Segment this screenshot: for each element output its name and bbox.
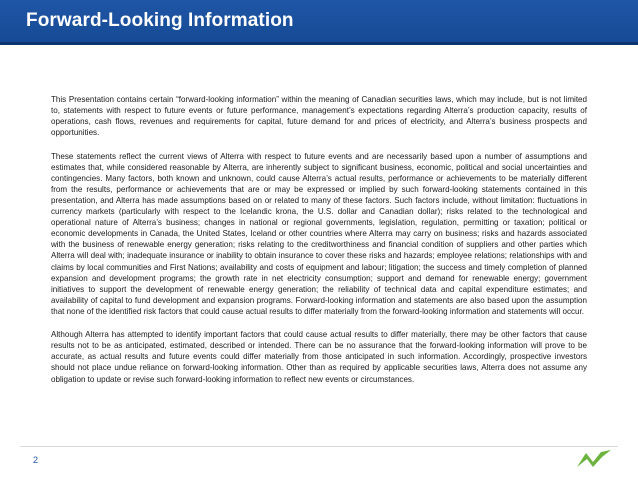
- page-title: Forward-Looking Information: [26, 10, 294, 31]
- paragraph-risk-factors: These statements reflect the current views of Alterra with respect to future events and are necessarily based upon a number of assumptions and estimates that, while considered reasonable by Alterra, are inherently subject to significant business, economic, political and social uncertainties and contingencies. Many factors, both known and unknown, could cause Alterra’s actual results, performance or achievements to be materially different from the results, performance or achievements that are or may be expressed or implied by such forward-looking statements contained in this presentation, and Alterra has made assumptions based on or related to many of these factors. Such factors include, without limitation: fluctuations in currency markets (particularly with respect to the Icelandic krona, the U.S. dollar and Canadian dollar); risks related to the technological and operational nature of Alterra’s business; changes in national or regional governments, legislation, regulation, permitting or taxation; political or economic developments in Canada, the United States, Iceland or other countries where Alterra may carry on business; risks and hazards associated with the business of renewable energy generation; risks relating to the creditworthiness and financial condition of suppliers and other parties which Alterra will deal with; inadequate insurance or inability to obtain insurance to cover these risks and hazards; employee relations; relationships with and claims by local communities and First Nations; availability and costs of equipment and labour; litigation; the success and timely completion of planned expansion and development programs; the growth rate in net electricity consumption; support and demand for renewable energy; government initiatives to support the development of renewable energy generation; the reliability of technical data and capital expenditure estimates; and availability of capital to fund development and expansion programs. Forward-looking information and statements are also based upon the assumption that none of the identified risk factors that could cause actual results to differ materially from the forward-looking information and statements will occur.: [51, 151, 587, 316]
- alterra-logo-icon: [577, 450, 611, 468]
- slide-header: [0, 0, 638, 45]
- paragraph-intro: This Presentation contains certain “forward-looking information” within the meaning of Canadian securities laws, which may include, but is not limited to, statements with respect to future events or future performance, management’s expectations regarding Alterra’s production capacity, results of operations, cash flows, revenues and requirements for capital, future demand for and prices of electricity, and Alterra’s business prospects and opportunities.: [51, 95, 587, 138]
- footer-divider: [20, 446, 618, 447]
- page-number: 2: [33, 455, 39, 465]
- disclaimer-body: [51, 94, 587, 397]
- paragraph-no-assurance: Although Alterra has attempted to identify important factors that could cause actual results to differ materially, there may be other factors that cause results not to be as anticipated, estimated, described or intended. There can be no assurance that the forward-looking information will prove to be accurate, as actual results and future events could differ materially from those anticipated in such information. Accordingly, prospective investors should not place undue reliance on forward-looking information. Other than as required by applicable securities laws, Alterra does not assume any obligation to update or revise such forward-looking information to reflect new events or circumstances.: [51, 330, 587, 384]
